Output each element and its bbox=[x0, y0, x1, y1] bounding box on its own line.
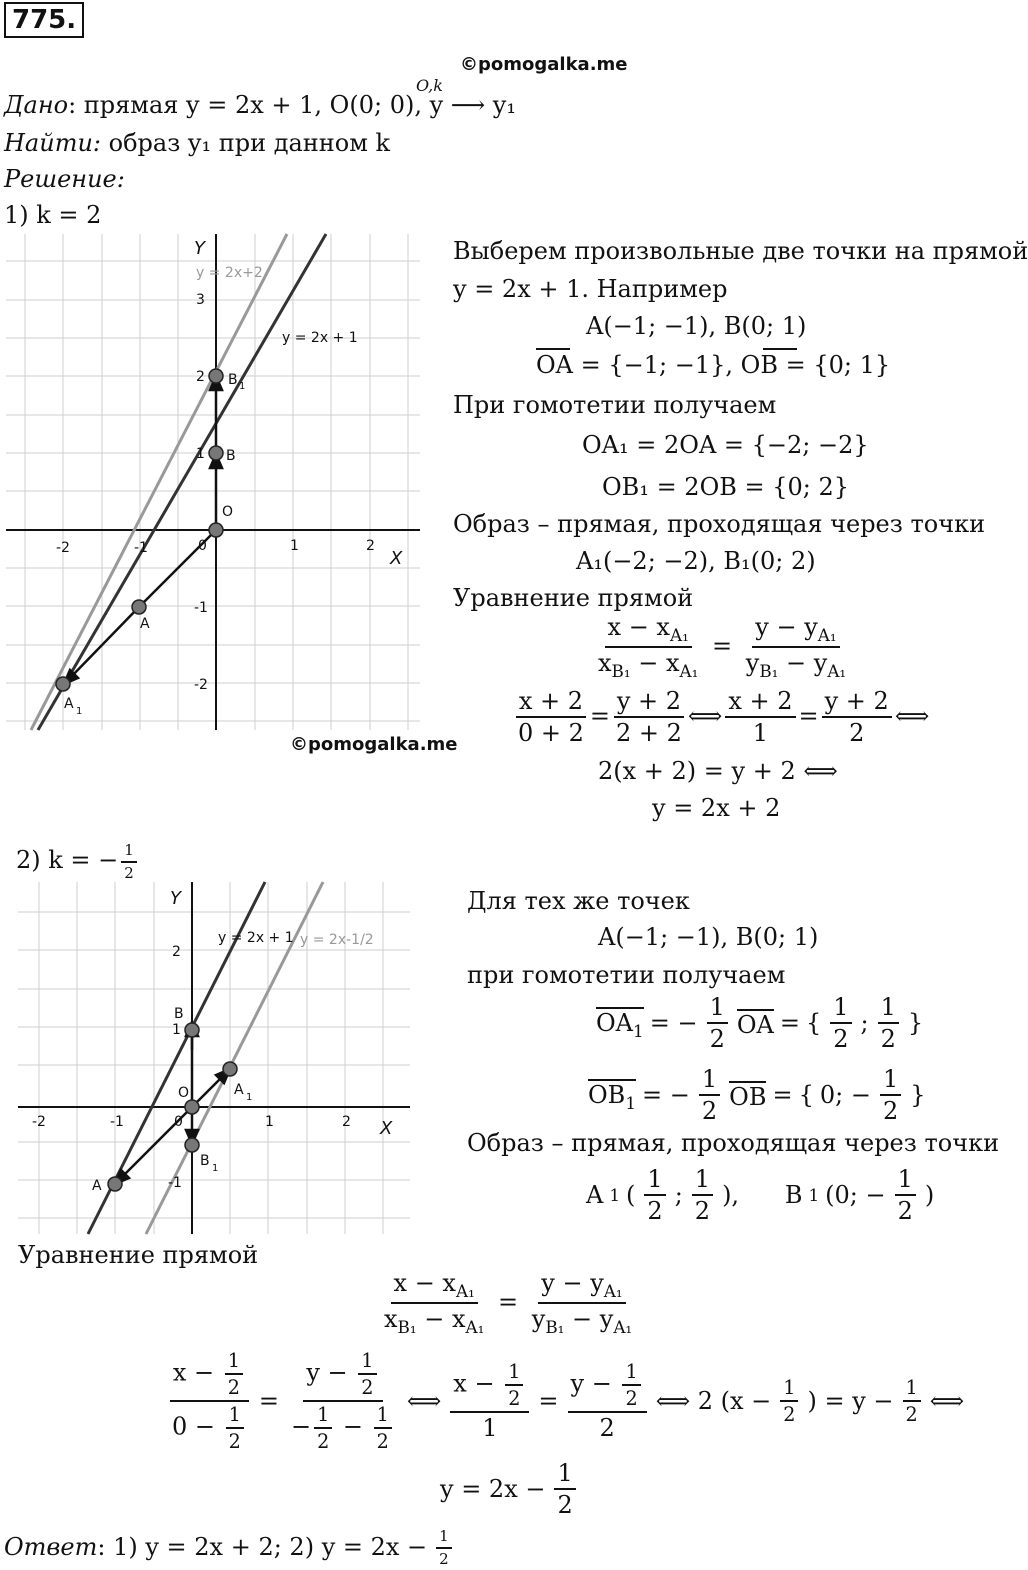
tick-x: -1 bbox=[110, 1114, 124, 1130]
p2-result: y = 2x − $\frac{1}{2}$ bbox=[440, 1460, 579, 1519]
tick-y: 2 bbox=[196, 369, 205, 385]
point-a1-label: A bbox=[64, 696, 74, 712]
axis-x-label: X bbox=[380, 1118, 393, 1139]
vec-oa-bar bbox=[536, 348, 570, 350]
tick-x: 2 bbox=[366, 538, 375, 554]
answer-label: Ответ bbox=[4, 1533, 98, 1562]
p2-ob1: $OB_1$ = − $\frac{1}{2}$ OB = { 0; − $\frac{1}{2}$ } bbox=[588, 1065, 926, 1126]
p2-line-equation: Уравнение прямой bbox=[18, 1241, 259, 1269]
tick-x: 2 bbox=[342, 1114, 351, 1130]
tick-y: 2 bbox=[172, 944, 181, 960]
p1-result: y = 2x + 2 bbox=[652, 794, 781, 822]
answer-line: Ответ: 1) y = 2x + 2; 2) y = 2x − $\frac{1}{2}$ bbox=[4, 1528, 455, 1567]
p1-oa1: OA₁ = 2OA = {−2; −2} bbox=[582, 431, 869, 459]
line-original-label: y = 2x + 1 bbox=[282, 330, 358, 346]
p1-line-equation: Уравнение прямой bbox=[453, 584, 694, 612]
p1-line-image: Образ – прямая, проходящая через точки bbox=[453, 510, 986, 538]
tick-x: 0 bbox=[174, 1114, 183, 1130]
axis-x-label: X bbox=[390, 548, 403, 569]
line-original bbox=[38, 234, 326, 730]
given-text: : прямая y = 2x + 1, O(0; 0), y ⟶ y₁ bbox=[68, 91, 516, 119]
find-line bbox=[4, 130, 390, 156]
p2-result-text: y = 2x − bbox=[440, 1475, 546, 1504]
p2-oa1: $OA_1$ = − $\frac{1}{2}$ OA = { $\frac{1}{2}$ ; $\frac{1}{2}$ } bbox=[596, 993, 924, 1054]
p1-eq-substituted: $\frac{x + 2}{0 + 2}$ = $\frac{y + 2}{2 + 2}$ ⟺ $\frac{x + 2}{1}$ = $\frac{y + 2}{2}$ ⟺ bbox=[512, 688, 929, 747]
p2-points: A(−1; −1), B(0; 1) bbox=[598, 923, 819, 951]
vec-ob-bar bbox=[763, 348, 797, 350]
p1-general-eq: $\frac{x - x_{A_1}}{x_{B_1} - x_{A_1}}$ = $\frac{y - y_{A_1}}{y_{B_1} - y_{A_1}}$ bbox=[598, 613, 847, 682]
tick-y: 1 bbox=[196, 446, 205, 462]
point-a1-sub: 1 bbox=[76, 706, 83, 717]
point-o-label: O bbox=[178, 1085, 190, 1101]
point-a-label: A bbox=[140, 616, 150, 632]
tick-x: 1 bbox=[290, 538, 299, 554]
point-b1-sub: 1 bbox=[239, 381, 246, 392]
part2-heading: 2) k = − $\frac{1}{2}$ bbox=[16, 842, 140, 881]
graph-2 bbox=[18, 882, 410, 1234]
graph-1 bbox=[6, 234, 420, 730]
p1-line-1: Выберем произвольные две точки на прямой bbox=[453, 237, 1028, 265]
p2-general-eq: $\frac{x - x_{A_1}}{x_{B_1} - x_{A_1}}$ = $\frac{y - y_{A_1}}{y_{B_1} - y_{A_1}}$ bbox=[384, 1269, 633, 1338]
tick-y: -1 bbox=[168, 1175, 182, 1191]
solution-label: Решение: bbox=[4, 165, 125, 193]
p2-eq-substituted: x − $\frac{1}{2}$ 0 − $\frac{1}{2}$ = y − $\frac{1}{2}$ − $\frac{1}{2}$ − $\frac{1}{2}$ ⟺ x − $\frac{1}{2}$ 1 = y − $\frac{1}{2}$ 2 ⟺ 2 (x − $\frac{1}{2}$ ) = y − $\frac{1}{2}$ ⟺ bbox=[166, 1350, 964, 1452]
p1-line-homothety: При гомотетии получаем bbox=[453, 391, 777, 419]
p1-vectors: OA = {−1; −1}, OB = {0; 1} bbox=[536, 351, 891, 379]
given-line bbox=[4, 92, 516, 118]
answer-text: : 1) y = 2x + 2; 2) y = 2x − bbox=[97, 1533, 428, 1562]
point-b-label: B bbox=[226, 448, 236, 464]
tick-x: -2 bbox=[32, 1114, 46, 1130]
p2-line-image: Образ – прямая, проходящая через точки bbox=[467, 1129, 1000, 1157]
p2-line-homothety: при гомотетии получаем bbox=[467, 961, 786, 989]
find-label: Найти: bbox=[4, 129, 101, 157]
tick-y: 3 bbox=[196, 292, 205, 308]
point-b1-label: B bbox=[228, 372, 238, 388]
point-a-label: A bbox=[92, 1178, 102, 1194]
arrow-label: O,k bbox=[416, 76, 443, 95]
point-a1-label: A bbox=[234, 1082, 244, 1098]
tick-x: 0 bbox=[198, 538, 207, 554]
point-a1-sub: 1 bbox=[246, 1092, 253, 1103]
point-b-label: B bbox=[174, 1006, 184, 1022]
tick-y: -1 bbox=[194, 600, 208, 616]
line-image-label: y = 2x+2 bbox=[196, 265, 263, 281]
p2-line-1: Для тех же точек bbox=[467, 887, 690, 915]
part1-heading: 1) k = 2 bbox=[4, 201, 102, 229]
p1-image-points: A₁(−2; −2), B₁(0; 2) bbox=[576, 547, 816, 575]
problem-number: 775. bbox=[4, 2, 84, 38]
tick-x: -1 bbox=[134, 540, 148, 556]
axis-y-label: Y bbox=[170, 888, 181, 909]
part2-heading-text: 2) k = − bbox=[16, 846, 119, 874]
line-image-label: y = 2x-1/2 bbox=[300, 932, 374, 948]
p2-image-points: A 1 ( $\frac{1}{2}$ ; $\frac{1}{2}$ ), B 1 (0; − $\frac{1}{2}$ ) bbox=[586, 1165, 935, 1226]
line-original-label: y = 2x + 1 bbox=[218, 930, 294, 946]
find-text: образ y₁ при данном k bbox=[101, 129, 391, 157]
watermark-top: ©pomogalka.me bbox=[460, 54, 628, 75]
tick-y: -2 bbox=[194, 677, 208, 693]
tick-x: 1 bbox=[265, 1114, 274, 1130]
p1-line-2: y = 2x + 1. Например bbox=[453, 275, 728, 303]
axis-y-label: Y bbox=[194, 238, 205, 259]
tick-x: -2 bbox=[56, 540, 70, 556]
given-label: Дано bbox=[4, 91, 69, 119]
tick-y: 1 bbox=[172, 1022, 181, 1038]
p1-ob1: OB₁ = 2OB = {0; 2} bbox=[602, 473, 850, 501]
p1-eq-step: 2(x + 2) = y + 2 ⟺ bbox=[598, 757, 838, 785]
watermark-mid: ©pomogalka.me bbox=[290, 734, 458, 755]
p1-points: A(−1; −1), B(0; 1) bbox=[586, 312, 807, 340]
point-b1-label: B bbox=[200, 1153, 210, 1169]
point-b1-sub: 1 bbox=[212, 1163, 219, 1174]
line-image bbox=[31, 234, 287, 730]
point-o-label: O bbox=[222, 504, 234, 520]
